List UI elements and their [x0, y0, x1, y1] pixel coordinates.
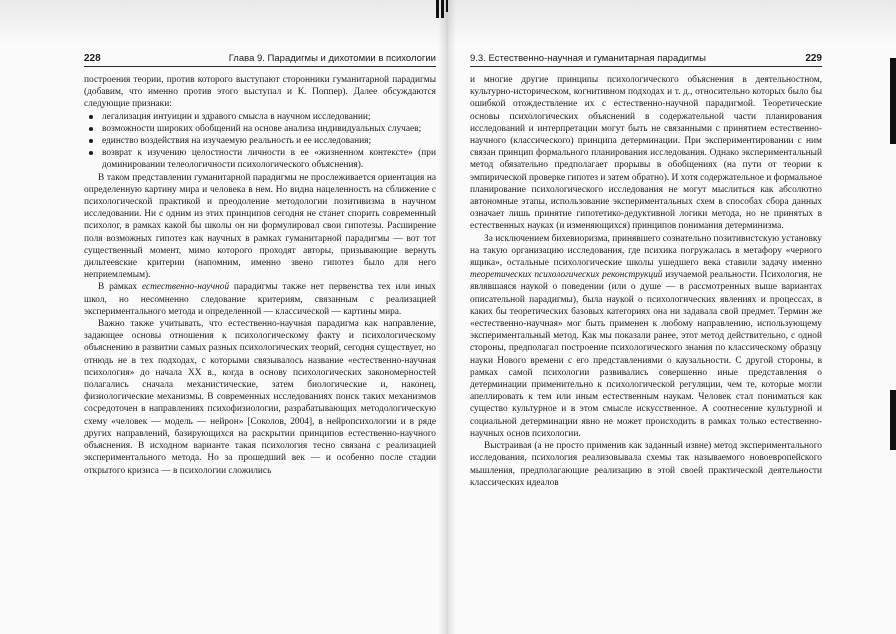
paragraph [470, 233, 822, 440]
text-run: изучаемой реальности. Психология, не являвшаяся наукой о поведении (или о душе — в рассмотренных выше вариантах описательной парадигмы), была наукой о психологических явлениях и процессах, в каких бы теоретических базовых категориях она ни задавала свой предмет. Термин же «естественно-научная» мог быть применен к любому направлению, использующему экспериментальный метод. Как мы показали ранее, этот метод действительно, с одной стороны, предполагал построение психологического знания по классическому образцу науки Нового времени с его представлениями о каузальности. С другой стороны, в рамках самой психологии развивались совершенно иные представления о детерминации применительно к психологической регуляции, чем те, которые могли апеллировать к тем или иным естественным наукам. Человек стал пониматься как существо культурное и в этом смысле искусственное. А соотнесение культурной и социальной детерминации явно не может происходить в рамках только естественно-научных основ психологии. [470, 270, 822, 439]
scan-edge-shadow [890, 58, 896, 144]
list-item-text: возврат к изучению целостности личности в ее «жизненном контексте» (при доминировании телеологичности психологического объяснения). [102, 148, 436, 171]
right-running-head [470, 50, 822, 67]
list-item [84, 111, 436, 123]
left-body-text [84, 74, 436, 477]
paragraph: В таком представлении гуманитарной парадигмы не прослеживается ориентация на определенную картину мира и человека в нем. Но видна нацеленность на сближение с психологической практикой и преодоление методологии позитивизма в научном исследовании. Ни с одним из этих принципов сегодня не станет спорить современный психолог, в рамках какой бы школы он ни формулировал свои гипотезы. Расширение поля возможных гипотез как научных в рамках гуманитарной парадигмы — вот тот существенный момент, мимо которого проходят авторы, призывающие вернуть дильтеевские критерии (напомним, именно звено гипотез было для него неприемлемым). [84, 172, 436, 281]
right-body-text [470, 74, 822, 489]
list-item-text: легализация интуиции и здравого смысла в научном исследовании; [102, 111, 371, 122]
paragraph [84, 281, 436, 318]
left-running-head [84, 50, 436, 67]
binding-mark [441, 0, 444, 18]
page-number: 228 [84, 53, 101, 64]
text-run: В рамках [98, 282, 142, 293]
bullet-icon [89, 151, 93, 155]
text-run: парадигмы также нет первенства тех или иных школ, но несомненно следование критериям, связанным с реализацией экспериментального метода и определенной — классической — картины мира. [84, 282, 436, 317]
list-item-text: единство воздействия на изучаемую реальность и ее исследования; [102, 136, 372, 147]
emphasized-term: теоретических психологических реконструкций [470, 270, 663, 281]
page-number: 229 [805, 53, 822, 64]
bullet-icon [89, 115, 93, 119]
emphasized-term: естественно-научной [141, 282, 230, 293]
paragraph: построения теории, против которого выступают сторонники гуманитарной парадигмы (добавим, что именно против этого выступал и К. Поппер). Далее обсуждаются следующие признаки: [84, 75, 436, 110]
left-page [84, 50, 436, 630]
section-title: 9.3. Естественно-научная и гуманитарная парадигмы [470, 53, 706, 64]
scan-edge-shadow [890, 390, 896, 450]
bullet-list [84, 111, 436, 172]
paragraph: Выстраивая (а не просто применив как заданный извне) метод экспериментального исследования, психология реализовывала схемы так называемого новоевропейского мышления, предполагающие реализацию в этой своей практической деятельности классических идеалов [470, 441, 822, 488]
text-run: За исключением бихевиоризма, принявшего сознательно позитивистскую установку на такую организацию исследования, где психика погружалась в метафору «черного ящика», остальные психологические школы ушедшего века ставили задачу именно [470, 233, 822, 269]
bullet-icon [89, 139, 93, 143]
right-page [470, 50, 822, 630]
list-item [84, 123, 436, 135]
book-gutter [438, 0, 456, 634]
list-item [84, 147, 436, 171]
paragraph: Важно также учитывать, что естественно-научная парадигма как направление, задающее основы отношения к психологическому факту и психологическому объяснению в развитии самых разных психологических теорий, сегодня существует, но отнюдь не в тех подходах, с которыми связывалось название «естественно-научная психология» до начала XX в., когда в основу психологических закономерностей полагались сначала механистические, затем биологические и, наконец, физиологические механизмы. В современных исследованиях поиск таких механизмов сосредоточен в направлениях психофизиологии, разрабатывающих методологическую схему «человек — модель — нейрон» [Соколов, 2004], в нейропсихологии и в ряде других направлений, базирующихся на раскрытии принципов естественно-научного объяснения. В исходном варианте такая психология тесно связана с реализацией экспериментального метода. Но за прошедший век — и особенно после стадии открытого кризиса — в психологии сложились [84, 319, 436, 476]
list-item [84, 135, 436, 147]
binding-mark [436, 0, 439, 18]
list-item-text: возможности широких обобщений на основе анализа индивидуальных случаев; [102, 123, 422, 134]
paragraph: и многие другие принципы психологического объяснения в деятельностном, культурно-историческом, когнитивном подходах и т. д., относительно которых было бы ошибкой отождествление их с естественно-научной парадигмой. Теоретические основы психологических объяснений в содержательной части планирования исследований и интерпретации могут быть не связанными с принятием естественно-научного (классического) принципа детерминации. При экспериментировании с ним связан принцип формального планирования исследования. Однако экспериментальный метод обязательно предполагает прорывы в обобщениях (на пути от теории к эмпирической проверке гипотез и затем обратно). И хотя содержательное и формальное планирование психологического исследования не могут мыслиться как абсолютно автономные этапы, использование экспериментальных схем в способах сбора данных означает лишь принятие гипотетико-дедуктивной логики метода, но не принятых в естественных науках (и изменяющихся) принципов понимания детерминизма. [470, 75, 822, 232]
binding-mark [446, 0, 448, 12]
bullet-icon [89, 127, 93, 131]
chapter-title: Глава 9. Парадигмы и дихотомии в психологии [228, 53, 436, 64]
